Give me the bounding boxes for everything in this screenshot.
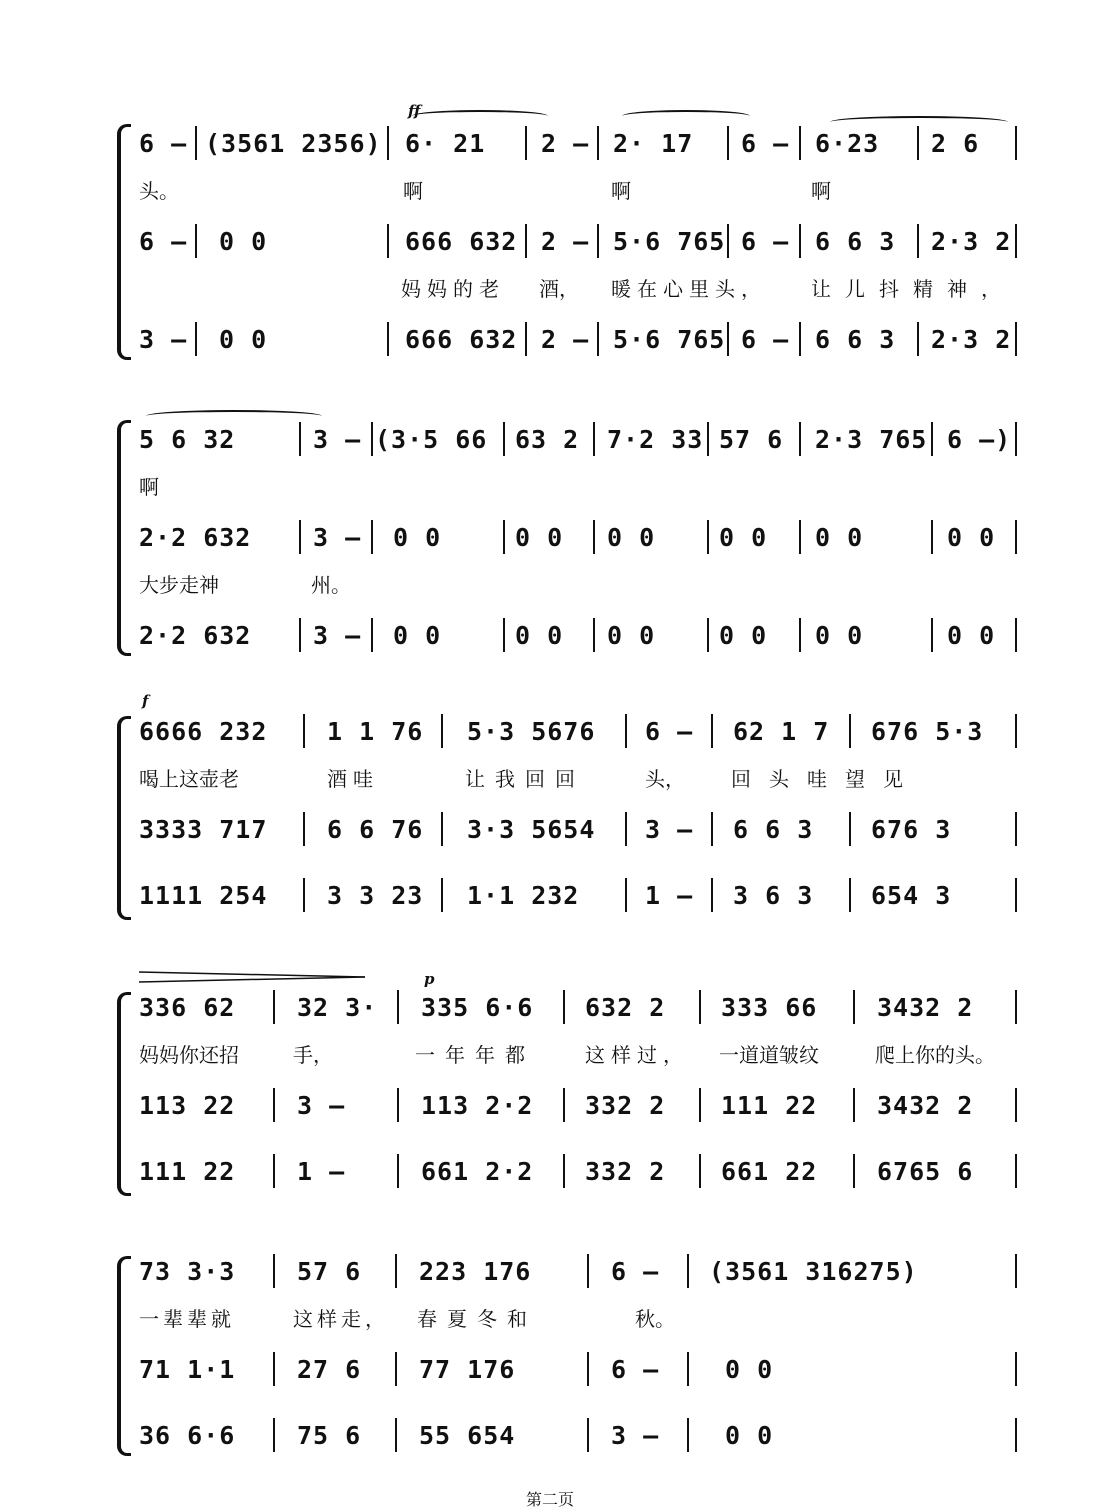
measure: 0 0	[719, 523, 768, 552]
measure: 6666 232	[139, 717, 268, 746]
measure: 676 3	[871, 815, 952, 844]
measure: 0 0	[393, 523, 442, 552]
measure: 7·2 33	[607, 425, 704, 454]
measure: 113 22	[139, 1091, 236, 1120]
measure: 0 0	[607, 523, 656, 552]
barline	[371, 618, 373, 652]
barline	[699, 990, 701, 1024]
measure: 632 2	[585, 993, 666, 1022]
barline	[707, 422, 709, 456]
measure: 661 2·2	[421, 1157, 534, 1186]
barline	[299, 618, 301, 652]
lyric: 啊	[611, 179, 631, 203]
measure: 62 1 7	[733, 717, 830, 746]
measure: 6 6 3	[815, 227, 896, 256]
barline	[395, 1352, 397, 1386]
barline	[707, 520, 709, 554]
measure: 0 0	[725, 1355, 774, 1384]
measure: 6765 6	[877, 1157, 974, 1186]
barline	[849, 812, 851, 846]
measure: 0 0	[219, 325, 268, 354]
measure: 73 3·3	[139, 1257, 236, 1286]
measure: 6 6 3	[733, 815, 814, 844]
barline	[699, 1088, 701, 1122]
lyrics-row	[139, 274, 1024, 304]
barline	[273, 1254, 275, 1288]
measure: 63 2	[515, 425, 580, 454]
barline	[273, 1418, 275, 1452]
barline	[931, 422, 933, 456]
measure: 32 3·	[297, 993, 378, 1022]
measure: 6 –	[741, 129, 790, 158]
barline	[931, 618, 933, 652]
barline	[371, 520, 373, 554]
barline	[587, 1352, 589, 1386]
barline	[625, 812, 627, 846]
barline	[587, 1418, 589, 1452]
measure: 2 –	[541, 325, 590, 354]
bass-row	[139, 616, 1024, 656]
harmony-row	[139, 222, 1024, 262]
barline	[849, 878, 851, 912]
lyric: 春夏冬和	[417, 1307, 537, 1331]
measure: 2 –	[541, 227, 590, 256]
measure: 0 0	[815, 621, 864, 650]
barline	[799, 224, 801, 258]
lyric: 酒，	[539, 277, 579, 301]
measure: 3 –	[611, 1421, 660, 1450]
barline	[1015, 520, 1017, 554]
barline	[503, 618, 505, 652]
barline	[303, 714, 305, 748]
measure: 27 6	[297, 1355, 362, 1384]
system-brace	[117, 716, 131, 920]
barline	[587, 1254, 589, 1288]
barline	[799, 126, 801, 160]
measure: 6 6 3	[815, 325, 896, 354]
lyrics-row	[139, 764, 1024, 794]
system-brace	[117, 124, 131, 360]
barline	[711, 714, 713, 748]
barline	[387, 224, 389, 258]
barline	[711, 812, 713, 846]
lyric: 一道道皱纹	[719, 1043, 819, 1067]
measure: 661 22	[721, 1157, 818, 1186]
measure: 0 0	[607, 621, 656, 650]
lyric: 回头哇望见	[731, 767, 921, 791]
melody-row	[139, 712, 1024, 752]
barline	[917, 126, 919, 160]
lyric: 啊	[139, 475, 159, 499]
measure: 6 –	[611, 1355, 660, 1384]
measure: 1111 254	[139, 881, 268, 910]
measure: 223 176	[419, 1257, 532, 1286]
measure: 666 632	[405, 325, 518, 354]
dynamic-marking: ff	[408, 102, 421, 120]
barline	[687, 1418, 689, 1452]
barline	[441, 714, 443, 748]
lyric: 手，	[293, 1043, 333, 1067]
barline	[299, 520, 301, 554]
barline	[853, 990, 855, 1024]
barline	[597, 224, 599, 258]
lyrics-row	[139, 1040, 1024, 1070]
barline	[303, 878, 305, 912]
lyric: 一年年都	[415, 1043, 535, 1067]
barline	[273, 1154, 275, 1188]
barline	[1015, 1154, 1017, 1188]
barline	[849, 714, 851, 748]
measure: 75 6	[297, 1421, 362, 1450]
lyric: 让儿抖精神，	[811, 277, 1015, 301]
measure: 5·6 765	[613, 227, 726, 256]
barline	[727, 126, 729, 160]
lyric: 头，	[645, 767, 685, 791]
barline	[711, 878, 713, 912]
barline	[563, 990, 565, 1024]
lyric: 啊	[403, 179, 423, 203]
melody-row	[139, 988, 1024, 1028]
measure: 6·23	[815, 129, 880, 158]
harmony-row	[139, 518, 1024, 558]
barline	[1015, 618, 1017, 652]
slur	[622, 110, 750, 122]
bass-row	[139, 320, 1024, 360]
dynamic-marking: f	[142, 692, 149, 710]
measure: 2 6	[931, 129, 980, 158]
measure: 0 0	[393, 621, 442, 650]
measure: 36 6·6	[139, 1421, 236, 1450]
barline	[593, 422, 595, 456]
system-brace	[117, 992, 131, 1196]
lyric: 一辈辈就	[139, 1307, 235, 1331]
barline	[687, 1352, 689, 1386]
harmony-row	[139, 1350, 1024, 1390]
measure: 6 –	[645, 717, 694, 746]
lyric: 州。	[311, 573, 351, 597]
measure: 6 –	[139, 227, 188, 256]
barline	[625, 714, 627, 748]
measure: 3 –	[313, 425, 362, 454]
measure: 3 –	[645, 815, 694, 844]
melody-row	[139, 1252, 1024, 1292]
barline	[799, 520, 801, 554]
barline	[441, 812, 443, 846]
measure: 1 –	[645, 881, 694, 910]
barline	[195, 224, 197, 258]
lyric: 喝上这壶老	[139, 767, 239, 791]
measure: 5 6 32	[139, 425, 236, 454]
barline	[1015, 1352, 1017, 1386]
bass-row	[139, 876, 1024, 916]
measure: 0 0	[947, 621, 996, 650]
barline	[593, 618, 595, 652]
harmony-row	[139, 810, 1024, 850]
measure: 6· 21	[405, 129, 486, 158]
measure: 0 0	[515, 523, 564, 552]
barline	[397, 1154, 399, 1188]
barline	[397, 990, 399, 1024]
barline	[387, 322, 389, 356]
system-brace	[117, 1256, 131, 1456]
measure: 3 –	[297, 1091, 346, 1120]
barline	[799, 618, 801, 652]
barline	[1015, 224, 1017, 258]
barline	[303, 812, 305, 846]
barline	[195, 126, 197, 160]
measure: 336 62	[139, 993, 236, 1022]
measure: (3561 2356)	[205, 129, 382, 158]
lyric: 啊	[811, 179, 831, 203]
measure: (3561 316275)	[709, 1257, 918, 1286]
measure: 332 2	[585, 1091, 666, 1120]
measure: 55 654	[419, 1421, 516, 1450]
barline	[563, 1154, 565, 1188]
lyric: 这样走，	[293, 1307, 389, 1331]
barline	[687, 1254, 689, 1288]
measure: 6 –	[741, 325, 790, 354]
measure: 333 66	[721, 993, 818, 1022]
harmony-row	[139, 1086, 1024, 1126]
bass-row	[139, 1416, 1024, 1456]
measure: 2·3 2	[931, 325, 1012, 354]
melody-row	[139, 420, 1024, 460]
measure: 2·2 632	[139, 621, 252, 650]
barline	[273, 1352, 275, 1386]
measure: 2·2 632	[139, 523, 252, 552]
measure: 3 3 23	[327, 881, 424, 910]
barline	[1015, 126, 1017, 160]
measure: 666 632	[405, 227, 518, 256]
lyric: 妈妈的老	[401, 277, 505, 301]
measure: 2·3 2	[931, 227, 1012, 256]
barline	[525, 126, 527, 160]
barline	[503, 520, 505, 554]
measure: 1 1 76	[327, 717, 424, 746]
lyrics-row	[139, 472, 1024, 502]
measure: 57 6	[719, 425, 784, 454]
lyric: 秋。	[635, 1307, 675, 1331]
lyrics-row	[139, 570, 1024, 600]
barline	[1015, 322, 1017, 356]
measure: 111 22	[139, 1157, 236, 1186]
measure: 3 –	[139, 325, 188, 354]
measure: 71 1·1	[139, 1355, 236, 1384]
barline	[917, 224, 919, 258]
measure: 335 6·6	[421, 993, 534, 1022]
barline	[387, 126, 389, 160]
barline	[371, 422, 373, 456]
slur	[412, 110, 548, 122]
lyric: 酒哇	[327, 767, 379, 791]
measure: 332 2	[585, 1157, 666, 1186]
barline	[273, 1088, 275, 1122]
measure: 6 –	[741, 227, 790, 256]
barline	[1015, 1418, 1017, 1452]
measure: 3432 2	[877, 1091, 974, 1120]
lyric: 让我回回	[465, 767, 585, 791]
barline	[727, 224, 729, 258]
barline	[1015, 422, 1017, 456]
measure: (3·5 66	[375, 425, 488, 454]
measure: 6 6 76	[327, 815, 424, 844]
barline	[917, 322, 919, 356]
lyric: 爬上你的头。	[875, 1043, 995, 1067]
lyrics-row	[139, 1304, 1024, 1334]
measure: 2 –	[541, 129, 590, 158]
barline	[395, 1254, 397, 1288]
barline	[799, 322, 801, 356]
barline	[799, 422, 801, 456]
barline	[625, 878, 627, 912]
lyric: 妈妈你还招	[139, 1043, 239, 1067]
barline	[397, 1088, 399, 1122]
measure: 0 0	[815, 523, 864, 552]
measure: 5·6 765	[613, 325, 726, 354]
measure: 2·3 765	[815, 425, 928, 454]
measure: 3432 2	[877, 993, 974, 1022]
barline	[1015, 812, 1017, 846]
barline	[1015, 714, 1017, 748]
lyric: 暖在心里头，	[611, 277, 767, 301]
barline	[503, 422, 505, 456]
barline	[853, 1088, 855, 1122]
barline	[195, 322, 197, 356]
barline	[1015, 990, 1017, 1024]
measure: 0 0	[725, 1421, 774, 1450]
lyrics-row	[139, 176, 1024, 206]
measure: 654 3	[871, 881, 952, 910]
measure: 111 22	[721, 1091, 818, 1120]
barline	[699, 1154, 701, 1188]
measure: 3 –	[313, 523, 362, 552]
barline	[1015, 1254, 1017, 1288]
measure: 3333 717	[139, 815, 268, 844]
lyric: 这样过，	[585, 1043, 689, 1067]
measure: 0 0	[719, 621, 768, 650]
measure: 5·3 5676	[467, 717, 596, 746]
barline	[593, 520, 595, 554]
barline	[525, 224, 527, 258]
barline	[395, 1418, 397, 1452]
measure: 6 –	[611, 1257, 660, 1286]
measure: 0 0	[515, 621, 564, 650]
measure: 3·3 5654	[467, 815, 596, 844]
barline	[441, 878, 443, 912]
melody-row	[139, 124, 1024, 164]
barline	[597, 322, 599, 356]
page-number: 第二页	[525, 1490, 574, 1509]
measure: 77 176	[419, 1355, 516, 1384]
measure: 3 6 3	[733, 881, 814, 910]
measure: 3 –	[313, 621, 362, 650]
barline	[299, 422, 301, 456]
system-brace	[117, 420, 131, 656]
lyric: 大步走神	[139, 573, 219, 597]
measure: 1 –	[297, 1157, 346, 1186]
decrescendo-hairpin	[139, 970, 367, 984]
barline	[563, 1088, 565, 1122]
barline	[853, 1154, 855, 1188]
dynamic-marking: p	[424, 970, 435, 988]
measure: 6 –	[139, 129, 188, 158]
measure: 113 2·2	[421, 1091, 534, 1120]
measure: 6 –)	[947, 425, 1012, 454]
barline	[707, 618, 709, 652]
measure: 57 6	[297, 1257, 362, 1286]
lyric: 头。	[139, 179, 179, 203]
barline	[525, 322, 527, 356]
measure: 0 0	[219, 227, 268, 256]
barline	[597, 126, 599, 160]
barline	[931, 520, 933, 554]
barline	[727, 322, 729, 356]
measure: 1·1 232	[467, 881, 580, 910]
measure: 676 5·3	[871, 717, 984, 746]
measure: 2· 17	[613, 129, 694, 158]
bass-row	[139, 1152, 1024, 1192]
measure: 0 0	[947, 523, 996, 552]
barline	[1015, 878, 1017, 912]
barline	[1015, 1088, 1017, 1122]
barline	[273, 990, 275, 1024]
